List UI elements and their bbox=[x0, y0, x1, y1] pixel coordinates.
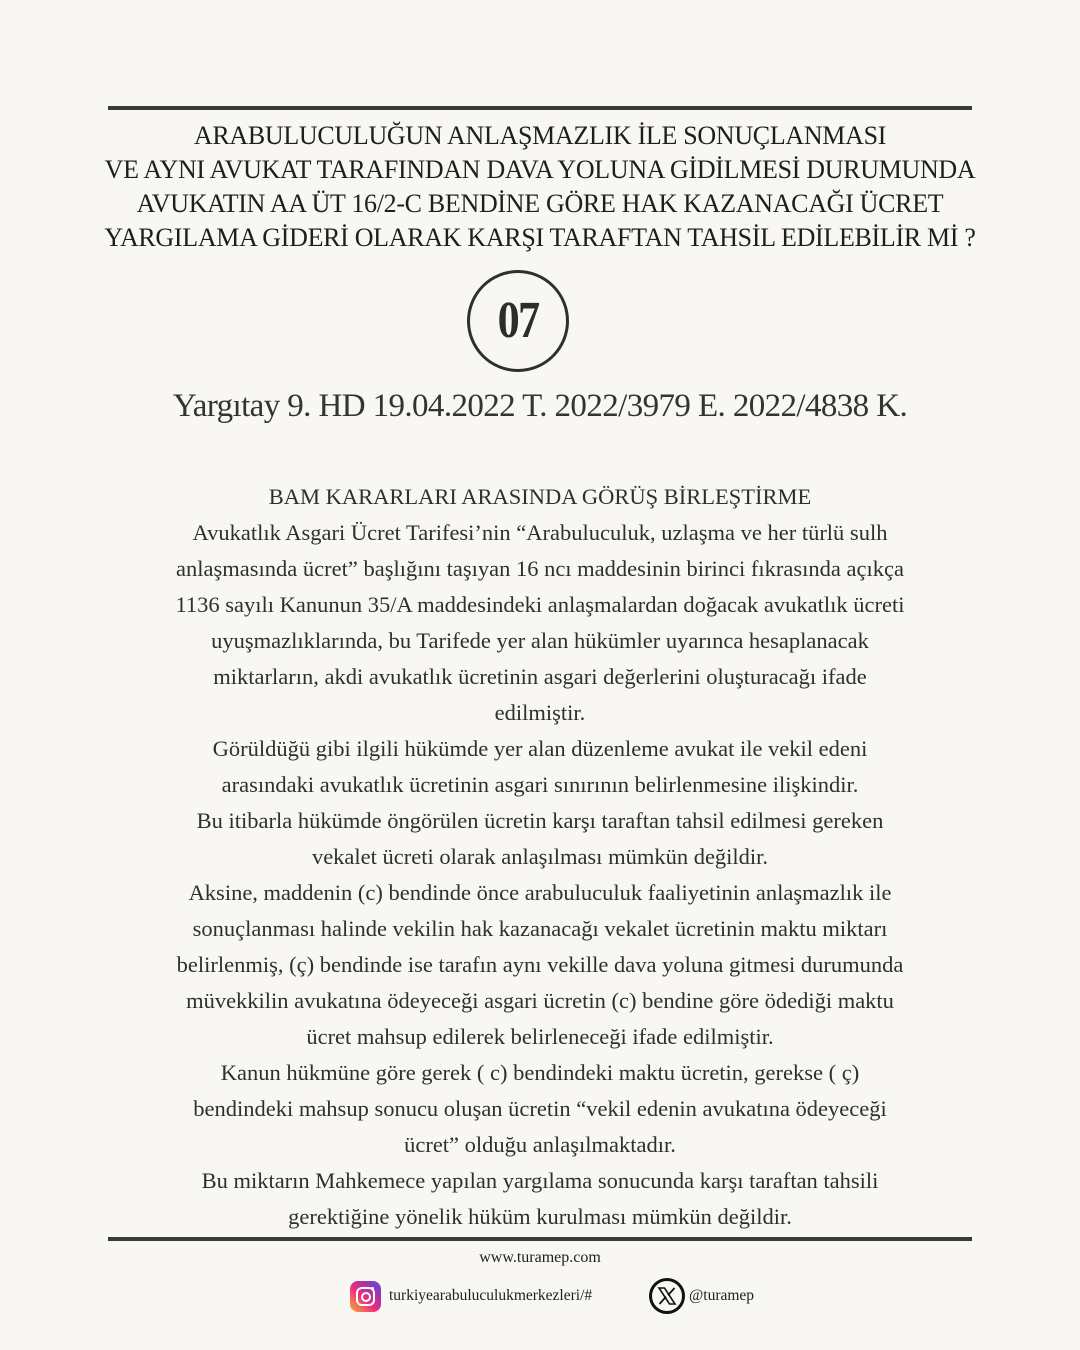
body-line: miktarların, akdi avukatlık ücretinin asgari değerlerini oluşturacağı ifade bbox=[213, 664, 867, 689]
instagram-icon bbox=[350, 1281, 381, 1312]
body-line: bendindeki mahsup sonucu oluşan ücretin “vekil edenin avukatına ödeyeceği bbox=[193, 1096, 887, 1121]
body-line: vekalet ücreti olarak anlaşılması mümkün değildir. bbox=[311, 844, 769, 869]
instagram-handle: turkiyearabuluculukmerkezleri/# bbox=[389, 1287, 593, 1304]
x-logo-icon bbox=[649, 1278, 685, 1314]
body-line: uyuşmazlıklarında, bu Tarifede yer alan hükümler uyarınca hesaplanacak bbox=[211, 628, 869, 653]
x-link[interactable] bbox=[649, 1278, 754, 1314]
body-line: edilmiştir. bbox=[494, 700, 586, 725]
body-line: 1136 sayılı Kanunun 35/A maddesindeki anlaşmalardan doğacak avukatlık ücreti bbox=[175, 592, 905, 617]
title-line: AVUKATIN AA ÜT 16/2-C BENDİNE GÖRE HAK KAZANACAĞI ÜCRET bbox=[136, 188, 944, 218]
case-citation: Yargıtay 9. HD 19.04.2022 T. 2022/3979 E. 2022/4838 K. bbox=[172, 388, 908, 424]
website-link[interactable]: www.turamep.com bbox=[479, 1249, 601, 1266]
body-line: Bu itibarla hükümde öngörülen ücretin karşı taraftan tahsil edilmesi gereken bbox=[196, 808, 884, 833]
title-line: YARGILAMA GİDERİ OLARAK KARŞI TARAFTAN TAHSİL EDİLEBİLİR Mİ ? bbox=[104, 222, 976, 252]
page-title bbox=[50, 118, 1030, 254]
body-line: Aksine, maddenin (c) bendinde önce arabuluculuk faaliyetinin anlaşmazlık ile bbox=[188, 880, 892, 905]
section-heading: BAM KARARLARI ARASINDA GÖRÜŞ BİRLEŞTİRME bbox=[268, 484, 812, 509]
body-line: Avukatlık Asgari Ücret Tarifesi’nin “Arabuluculuk, uzlaşma ve her türlü sulh bbox=[192, 520, 888, 545]
body-line: Bu miktarın Mahkemece yapılan yargılama sonucunda karşı taraftan tahsili bbox=[201, 1168, 879, 1193]
body-text bbox=[60, 479, 1020, 1235]
bottom-divider bbox=[108, 1237, 972, 1241]
title-line: ARABULUCULUĞUN ANLAŞMAZLIK İLE SONUÇLANMASI bbox=[193, 120, 887, 150]
body-line: ücret mahsup edilerek belirleneceği ifade edilmiştir. bbox=[306, 1024, 774, 1049]
number-badge bbox=[467, 270, 569, 372]
body-line: sonuçlanması halinde vekilin hak kazanacağı vekalet ücretinin maktu miktarı bbox=[192, 916, 888, 941]
top-divider bbox=[108, 106, 972, 110]
body-line: Kanun hükmüne göre gerek ( c) bendindeki maktu ücretin, gerekse ( ç) bbox=[220, 1060, 860, 1085]
title-line: VE AYNI AVUKAT TARAFINDAN DAVA YOLUNA GİDİLMESİ DURUMUNDA bbox=[104, 154, 976, 184]
body-line: müvekkilin avukatına ödeyeceği asgari ücretin (c) bendine göre ödediği maktu bbox=[186, 988, 894, 1013]
badge-number: 07 bbox=[497, 292, 539, 349]
x-handle: @turamep bbox=[689, 1287, 755, 1304]
body-line: ücret” olduğu anlaşılmaktadır. bbox=[404, 1132, 676, 1157]
body-line: gerektiğine yönelik hüküm kurulması mümkün değildir. bbox=[288, 1204, 792, 1229]
instagram-link[interactable] bbox=[350, 1278, 592, 1314]
body-line: belirlenmiş, (ç) bendinde ise tarafın aynı vekille dava yoluna gitmesi durumunda bbox=[176, 952, 904, 977]
body-line: anlaşmasında ücret” başlığını taşıyan 16 ncı maddesinin birinci fıkrasında açıkça bbox=[176, 556, 904, 581]
body-line: Görüldüğü gibi ilgili hükümde yer alan düzenleme avukat ile vekil edeni bbox=[212, 736, 868, 761]
body-line: arasındaki avukatlık ücretinin asgari sınırının belirlenmesine ilişkindir. bbox=[221, 772, 859, 797]
